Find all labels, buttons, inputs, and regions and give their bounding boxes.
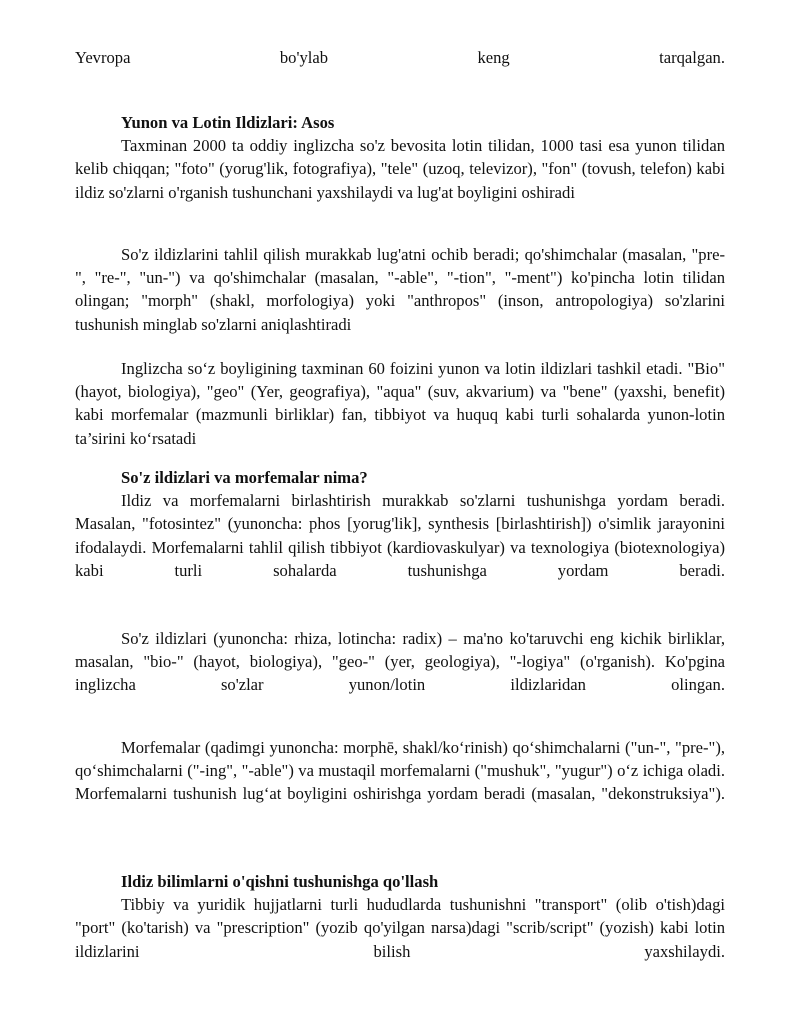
section-ildiz-morfema	[75, 466, 725, 582]
paragraph: Morfemalar (qadimgi yunoncha: morphē, shakl/ko‘rinish) qo‘shimchalarni ("un-", "pre-"), qo‘shimchalarni ("-ing", "-able") va mustaqil morfemalarni ("mushuk", "yugur") o‘z ichiga oladi. Morfemalarni tushunish lug‘at boyligini oshirishga yordam beradi (masalan, "dekonstruksiya").	[75, 738, 725, 804]
paragraph: So'z ildizlarini tahlil qilish murakkab lug'atni ochib beradi; qo'shimchalar (masalan, "pre-", "re-", "un-") va qo'shimchalar (masalan, "-able", "-tion", "-ment") ko'pincha lotin tilidan olingan; "morph" (shakl, morfologiya) yoki "anthropos" (inson, antropologiya) so'zlarini tushunish minglab so'zlarni aniqlashtiradi	[75, 245, 725, 334]
paragraph: Inglizcha so‘z boyligining taxminan 60 foizini yunon va lotin ildizlari tashkil etadi. "Bio" (hayot, biologiya), "geo" (Yer, geografiya), "aqua" (suv, akvarium) va "bene" (yaxshi, benefit) kabi morfemalar (mazmunli birliklar) fan, tibbiyot va huquq kabi turli sohalarda yunon-lotin ta’sirini ko‘rsatadi	[75, 359, 725, 448]
paragraph: So'z ildizlari (yunoncha: rhiza, lotincha: radix) – ma'no ko'taruvchi eng kichik birliklar, masalan, "bio-" (hayot, biologiya), "geo-" (yer, geologiya), "-logiya" (o'rganish). Ko'pgina inglizcha so'zlar yunon/lotin ildizlaridan olingan.	[75, 629, 725, 695]
section-ildiz-qollash	[75, 870, 725, 963]
continuation-line: Yevropa bo'ylab keng tarqalgan.	[75, 48, 725, 67]
section-heading: Ildiz bilimlarni o'qishni tushunishga qo'llash	[121, 872, 439, 891]
paragraph-block	[75, 736, 725, 806]
section-heading: Yunon va Lotin Ildizlari: Asos	[121, 113, 335, 132]
paragraph: Tibbiy va yuridik hujjatlarni turli hududlarda tushunishni "transport" (olib o'tish)dagi "port" (ko'tarish) va "prescription" (yozib qo'yilgan narsa)dagi "scrib/script" (yozish) kabi lotin ildizlarini bilish yaxshilaydi.	[75, 895, 725, 961]
paragraph-block	[75, 357, 725, 450]
section-yunon-lotin	[75, 111, 725, 204]
paragraph: Ildiz va morfemalarni birlashtirish murakkab so'zlarni tushunishga yordam beradi. Masalan, "fotosintez" (yunoncha: phos [yorug'lik], synthesis [birlashtirish]) o'simlik jarayonini ifodalaydi. Morfemalarni tahlil qilish tibbiyot (kardiovaskulyar) va texnologiya (biotexnologiya) kabi turli sohalarda tushunishga yordam beradi.	[75, 491, 725, 580]
section-heading: So'z ildizlari va morfemalar nima?	[121, 468, 368, 487]
paragraph: Taxminan 2000 ta oddiy inglizcha so'z bevosita lotin tilidan, 1000 tasi esa yunon tilidan kelib chiqqan; "foto" (yorug'lik, fotografiya), "tele" (uzoq, televizor), "fon" (tovush, telefon) kabi ildiz so'zlarni o'rganish tushunchani yaxshilaydi va lug'at boyligini oshiradi	[75, 136, 725, 202]
paragraph-block	[75, 627, 725, 697]
paragraph-block	[75, 243, 725, 336]
